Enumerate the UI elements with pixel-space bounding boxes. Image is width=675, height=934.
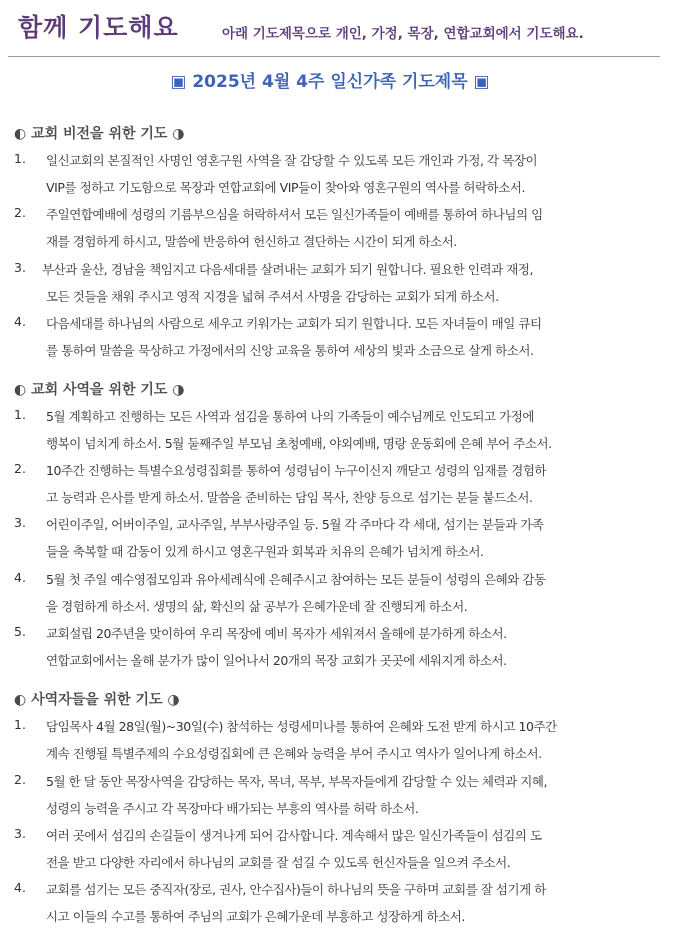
item-text-line: 담임목사 4월 28일(월)~30일(수) 참석하는 성령세미나를 통하여 은혜와 도전 받게 하시고 10주간 (46, 719, 557, 734)
item-text-line: 행복이 넘치게 하소서. 5월 둘째주일 부모님 초청예배, 야외예배, 명랑 운동회에 은혜 부어 주소서. (46, 436, 552, 451)
item-text-line: VIP를 정하고 기도함으로 목장과 연합교회에 VIP들이 찾아와 영혼구원의 역사를 허락하소서. (46, 180, 525, 195)
item-number: 3. (14, 260, 26, 275)
item-number: 2. (14, 772, 26, 787)
item-text-line: 부산과 울산, 경남을 책임지고 다음세대를 살려내는 교회가 되기 원합니다. 필요한 인력과 재정, (42, 262, 534, 277)
header-tagline: 아래 기도제목으로 개인, 가정, 목장, 연합교회에서 기도해요. (222, 26, 584, 42)
item-number: 1. (14, 151, 26, 166)
page-title: ▣ 2025년 4월 4주 일신가족 기도제목 ▣ (170, 72, 490, 92)
item-text-line: 를 통하여 말씀을 묵상하고 가정에서의 신앙 교육을 통하여 세상의 빛과 소금으로 살게 하소서. (46, 343, 534, 358)
item-text-line: 모든 것들을 채워 주시고 영적 지경을 넓혀 주셔서 사명을 감당하는 교회가 되게 하소서. (46, 289, 499, 304)
item-text-line: 5월 계획하고 진행하는 모든 사역과 섬김을 통하여 나의 가족들이 예수님께로 인도되고 가정에 (46, 409, 535, 424)
item-text-line: 재를 경험하게 하시고, 말씀에 반응하여 헌신하고 결단하는 시간이 되게 하소서. (46, 234, 457, 249)
item-text-line: 을 경험하게 하소서. 생명의 삶, 확신의 삶 공부가 은혜가운데 잘 진행되게 하소서. (46, 599, 468, 614)
item-text-line: 주일연합예배에 성령의 기름부으심을 허락하셔서 모든 일신가족들이 예배를 통하여 하나님의 임 (46, 207, 543, 222)
item-text-line: 고 능력과 은사를 받게 하소서. 말씀을 준비하는 담임 목사, 찬양 등으로 섬기는 분들 붙드소서. (46, 490, 533, 505)
item-text-line: 들을 축복할 때 감동이 있게 하시고 영혼구원과 회복과 치유의 은혜가 넘치게 하소서. (46, 544, 484, 559)
item-text-line: 교회설립 20주년을 맞이하여 우리 목장에 예비 목자가 세워져서 올해에 분가하게 하소서. (46, 626, 507, 641)
section-heading-vision: ◐ 교회 비전을 위한 기도 ◑ (14, 126, 185, 142)
section-heading-ministry: ◐ 교회 사역을 위한 기도 ◑ (14, 382, 185, 398)
item-number: 2. (14, 205, 26, 220)
item-text-line: 시고 이들의 수고를 통하여 주님의 교회가 은혜가운데 부흥하고 성장하게 하소서. (46, 909, 465, 924)
item-text-line: 5월 첫 주일 예수영접모임과 유아세례식에 은혜주시고 참여하는 모든 분들이 성령의 은혜와 감동 (46, 572, 546, 587)
item-text-line: 일신교회의 본질적인 사명인 영혼구원 사역을 잘 감당할 수 있도록 모든 개인과 가정, 각 목장이 (46, 153, 538, 168)
item-number: 5. (14, 624, 26, 639)
item-number: 4. (14, 314, 26, 329)
item-number: 2. (14, 461, 26, 476)
item-text-line: 어린이주일, 어버이주일, 교사주일, 부부사랑주일 등. 5월 각 주마다 각 세대, 섬기는 분들과 가족 (46, 517, 544, 532)
item-text-line: 여러 곳에서 섬김의 손길들이 생겨나게 되어 감사합니다. 계속해서 많은 일신가족들이 섬김의 도 (46, 828, 542, 843)
item-text-line: 10주간 진행하는 특별수요성령집회를 통하여 성령님이 누구이신지 깨닫고 성령의 임재를 경험하 (46, 463, 547, 478)
item-number: 3. (14, 515, 26, 530)
item-number: 1. (14, 407, 26, 422)
header-divider (8, 56, 660, 57)
item-text-line: 성령의 능력을 주시고 각 목장마다 배가되는 부흥의 역사를 허락 하소서. (46, 801, 419, 816)
item-number: 1. (14, 717, 26, 732)
section-heading-ministers: ◐ 사역자들을 위한 기도 ◑ (14, 692, 180, 708)
item-text-line: 연합교회에서는 올해 분가가 많이 일어나서 20개의 목장 교회가 곳곳에 세워지게 하소서. (46, 653, 507, 668)
item-text-line: 다음세대를 하나님의 사람으로 세우고 키워가는 교회가 되기 원합니다. 모든 자녀들이 매일 큐티 (46, 316, 542, 331)
brand-title: 함께 기도해요 (18, 13, 179, 42)
page-header (0, 0, 675, 60)
item-text-line: 교회를 섬기는 모든 중직자(장로, 권사, 안수집사)들이 하나님의 뜻을 구하며 교회를 잘 섬기게 하 (46, 882, 546, 897)
item-number: 4. (14, 570, 26, 585)
item-text-line: 5월 한 달 동안 목장사역을 감당하는 목자, 목녀, 목부, 부목자들에게 감당할 수 있는 체력과 지혜, (46, 774, 548, 789)
item-number: 3. (14, 826, 26, 841)
item-text-line: 계속 진행될 특별주제의 수요성령집회에 큰 은혜와 능력을 부어 주시고 역사가 일어나게 하소서. (46, 746, 542, 761)
item-number: 4. (14, 880, 26, 895)
item-text-line: 전을 받고 다양한 자리에서 하나님의 교회를 잘 섬길 수 있도록 헌신자들을 일으켜 주소서. (46, 855, 511, 870)
